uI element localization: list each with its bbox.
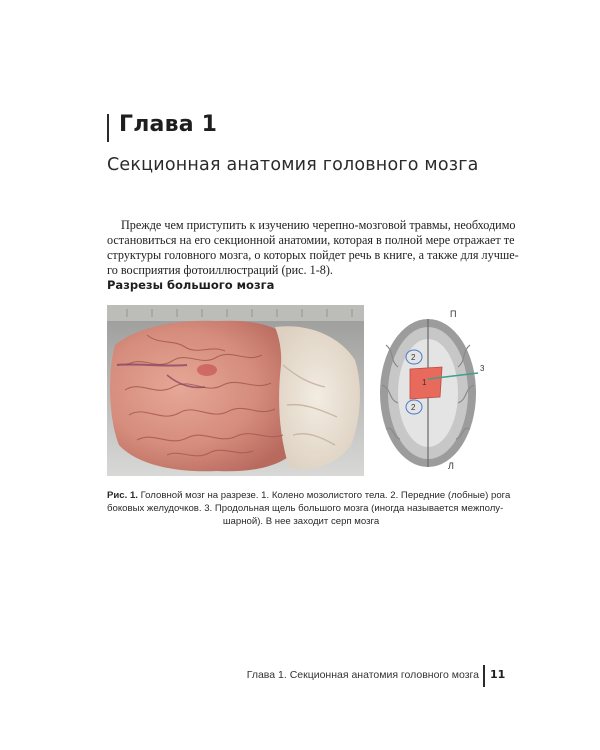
chapter-heading: Глава 1 <box>119 112 218 137</box>
chapter-title: Секционная анатомия головного мозга <box>107 155 479 175</box>
scan-label-top: П <box>450 309 457 319</box>
caption-line <box>107 489 511 502</box>
marker-3: 3 <box>480 364 485 373</box>
intro-line: го восприятия фотоиллюстраций (рис. 1-8). <box>107 263 333 277</box>
intro-line: структуры головного мозга, о которых пойдет речь в книге, а также для лучше- <box>107 248 519 262</box>
intro-paragraph <box>107 218 519 278</box>
scan-label-bottom: Л <box>448 461 454 471</box>
chapter-marker-bar <box>107 114 109 142</box>
brain-specimen-photo <box>107 305 364 476</box>
marker-1: 1 <box>422 378 427 387</box>
intro-line: остановиться на его секционной анатомии, которая в полной мере отражает те <box>107 233 515 247</box>
intro-line: Прежде чем приступить к изучению черепно-мозговой травмы, необходимо <box>121 218 516 232</box>
caption-text: Головной мозг на разрезе. 1. Колено мозолистого тела. 2. Передние (лобные) рога <box>137 490 511 501</box>
figure-label: Рис. 1. <box>107 490 138 501</box>
caption-line: шарной). В нее заходит серп мозга <box>222 516 380 527</box>
page-number: 11 <box>490 668 506 681</box>
running-footer: Глава 1. Секционная анатомия головного мозга <box>246 669 479 681</box>
figure-caption <box>107 489 511 528</box>
section-heading: Разрезы большого мозга <box>107 278 275 292</box>
footer-divider <box>483 665 485 687</box>
marker-2-lower: 2 <box>411 403 416 412</box>
marker-2-upper: 2 <box>411 353 416 362</box>
caption-line: боковых желудочков. 3. Продольная щель большого мозга (иногда называется межполу- <box>107 503 504 514</box>
mri-scan-image <box>368 305 495 476</box>
